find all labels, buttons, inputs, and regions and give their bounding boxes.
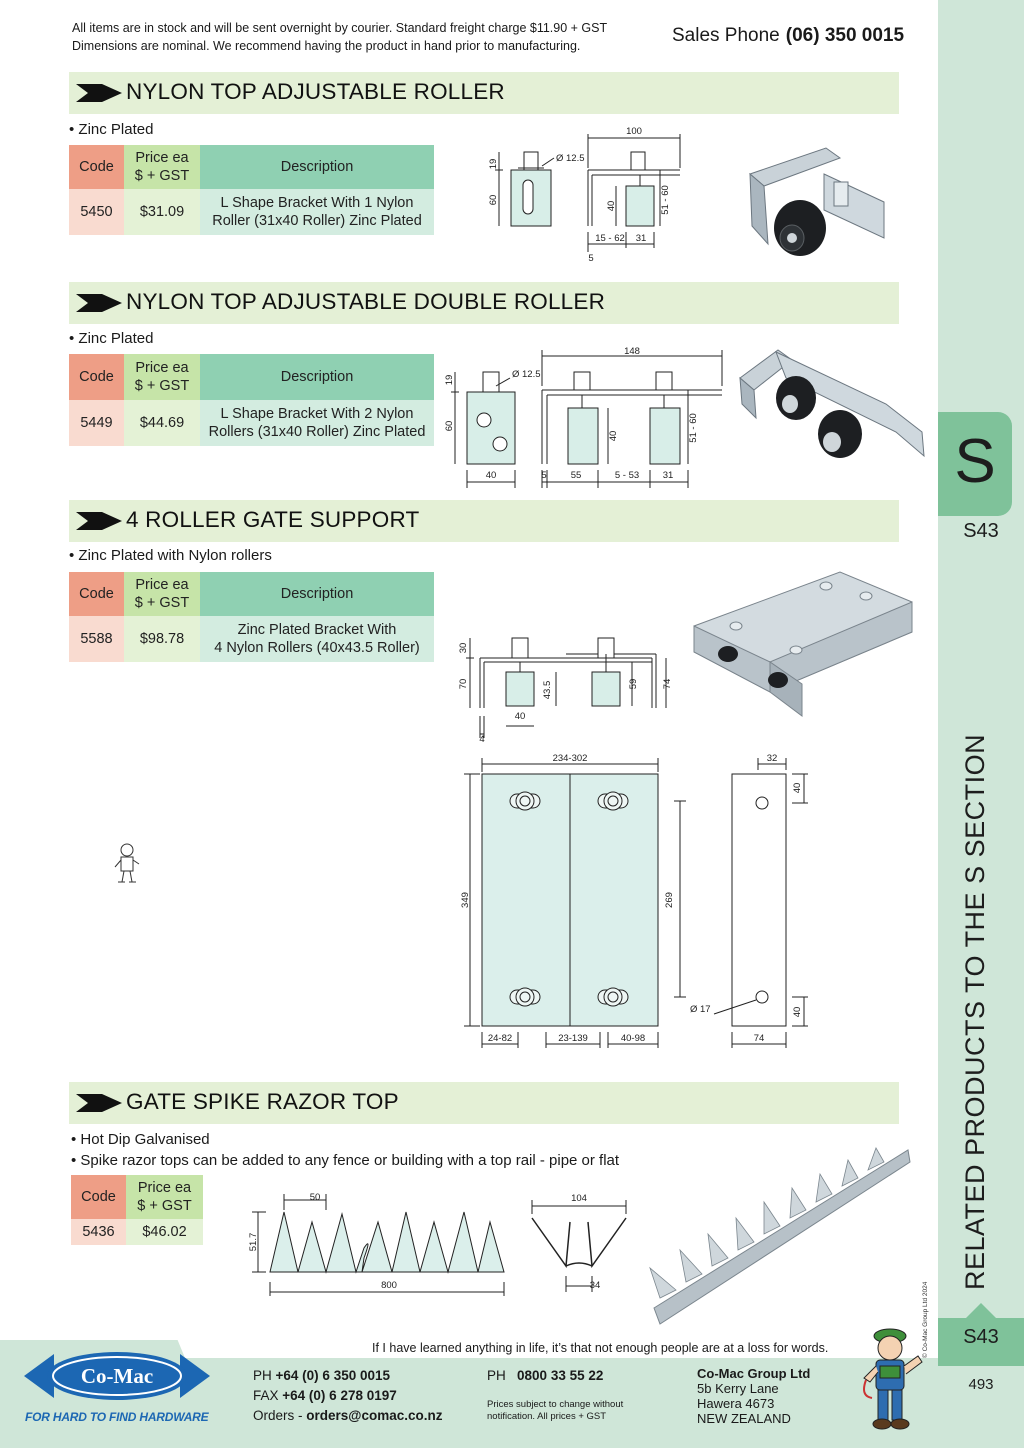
footer-fax: FAX +64 (0) 6 278 0197 — [253, 1388, 397, 1403]
sales-phone-label: Sales Phone — [672, 25, 780, 46]
svg-text:74: 74 — [662, 678, 673, 690]
svg-text:23-139: 23-139 — [558, 1033, 588, 1044]
svg-text:40: 40 — [485, 470, 497, 481]
logo-text: Co-Mac — [80, 1364, 154, 1388]
svg-text:60: 60 — [444, 420, 455, 432]
cell-description: L Shape Bracket With 2 Nylon Rollers (31x40 Roller) Zinc Plated — [200, 400, 434, 446]
cell-code: 5450 — [69, 189, 124, 235]
header-description: Description — [200, 354, 434, 400]
product-table — [69, 145, 434, 235]
svg-text:19: 19 — [444, 374, 455, 386]
svg-text:4: 4 — [479, 734, 485, 745]
svg-text:Ø 17: Ø 17 — [690, 1004, 711, 1015]
footer-quote: If I have learned anything in life, it’s that not enough people are at a loss for words. — [372, 1341, 829, 1355]
svg-text:24-82: 24-82 — [487, 1033, 513, 1044]
svg-text:59: 59 — [628, 678, 639, 690]
technical-drawing — [456, 630, 673, 745]
product-bullet: • Zinc Plated — [69, 330, 154, 347]
svg-text:234-302: 234-302 — [552, 753, 588, 764]
arrow-chevron-icon — [76, 294, 122, 312]
svg-text:Ø 12.5: Ø 12.5 — [556, 153, 585, 164]
technical-drawing — [526, 1188, 636, 1300]
svg-text:5: 5 — [588, 253, 594, 264]
header-code: Code — [71, 1175, 126, 1219]
cell-code: 5449 — [69, 400, 124, 446]
footer-address: Co-Mac Group Ltd 5b Kerry Lane Hawera 4673 NEW ZEALAND — [697, 1366, 811, 1426]
product-photo — [690, 568, 918, 720]
cell-code: 5588 — [69, 616, 124, 662]
product-table — [71, 1175, 203, 1245]
svg-text:51.7: 51.7 — [248, 1232, 259, 1252]
arrow-chevron-icon — [76, 512, 122, 530]
stock-notice — [72, 19, 607, 55]
product-photo — [736, 348, 928, 466]
section-header — [69, 72, 899, 114]
footer-orders: Orders - orders@comac.co.nz — [253, 1408, 443, 1423]
svg-text:70: 70 — [458, 678, 469, 690]
svg-text:32: 32 — [766, 753, 778, 764]
technical-drawing — [456, 748, 816, 1050]
section-title: NYLON TOP ADJUSTABLE ROLLER — [126, 79, 505, 104]
footer-price-note: Prices subject to change without notification. All prices + GST — [487, 1399, 624, 1422]
section-vertical-title: RELATED PRODUCTS TO THE S SECTION — [960, 733, 990, 1290]
notice-line-1: All items are in stock and will be sent overnight by courier. Standard freight charge $11.90 + GST — [72, 21, 608, 35]
svg-text:148: 148 — [624, 346, 640, 357]
svg-text:15 - 62: 15 - 62 — [595, 233, 625, 244]
technical-drawing — [244, 1188, 514, 1300]
header-price: Price ea $ + GST — [124, 145, 200, 189]
product-photo — [744, 146, 892, 264]
footer-freephone: PH 0800 33 55 22 — [487, 1368, 604, 1383]
section-header — [69, 1082, 899, 1124]
cell-price: $44.69 — [124, 400, 200, 446]
footer-tagline: FOR HARD TO FIND HARDWARE — [25, 1410, 209, 1424]
sales-phone-number: (06) 350 0015 — [785, 25, 905, 46]
svg-text:40: 40 — [606, 200, 617, 212]
product-photo — [646, 1148, 912, 1332]
cell-price: $46.02 — [126, 1219, 203, 1245]
svg-text:74: 74 — [753, 1033, 765, 1044]
svg-text:800: 800 — [381, 1280, 397, 1291]
product-table — [69, 354, 434, 446]
svg-text:40: 40 — [514, 711, 526, 722]
header-code: Code — [69, 354, 124, 400]
product-bullet: • Spike razor tops can be added to any fence or building with a top rail - pipe or flat — [71, 1152, 620, 1169]
header-price: Price ea $ + GST — [124, 354, 200, 400]
svg-text:269: 269 — [664, 892, 675, 908]
svg-text:349: 349 — [460, 892, 471, 908]
cell-price: $98.78 — [124, 616, 200, 662]
section-title: 4 ROLLER GATE SUPPORT — [126, 507, 420, 532]
svg-text:60: 60 — [488, 194, 499, 206]
svg-text:5: 5 — [541, 470, 547, 481]
section-header — [69, 282, 899, 324]
arrow-chevron-icon — [76, 84, 122, 102]
header-description: Description — [200, 572, 434, 616]
technical-drawing — [440, 342, 730, 492]
svg-text:40: 40 — [792, 1006, 803, 1018]
product-bullet: • Zinc Plated — [69, 121, 154, 138]
section-letter: S — [954, 427, 996, 496]
cell-description: L Shape Bracket With 1 Nylon Roller (31x40 Roller) Zinc Plated — [200, 189, 434, 235]
svg-text:31: 31 — [635, 233, 647, 244]
technical-drawing — [484, 128, 694, 268]
cell-price: $31.09 — [124, 189, 200, 235]
cell-code: 5436 — [71, 1219, 126, 1245]
footer-phone: PH +64 (0) 6 350 0015 — [253, 1368, 390, 1383]
svg-text:30: 30 — [458, 642, 469, 654]
header-description: Description — [200, 145, 434, 189]
bottom-section-code: S43 — [963, 1326, 999, 1348]
svg-text:40: 40 — [792, 782, 803, 794]
svg-text:55: 55 — [570, 470, 582, 481]
svg-text:43.5: 43.5 — [542, 680, 553, 700]
section-title: NYLON TOP ADJUSTABLE DOUBLE ROLLER — [126, 289, 606, 314]
header-price: Price ea $ + GST — [124, 572, 200, 616]
product-bullet: • Zinc Plated with Nylon rollers — [69, 547, 272, 564]
copyright-note: © Co-Mac Group Ltd 2024 — [922, 1281, 929, 1358]
svg-text:50: 50 — [309, 1192, 321, 1203]
bottom-tab-notch — [966, 1303, 996, 1318]
sales-phone — [672, 25, 904, 47]
svg-text:31: 31 — [662, 470, 674, 481]
svg-text:Ø 12.5: Ø 12.5 — [512, 369, 541, 380]
header-price: Price ea $ + GST — [126, 1175, 203, 1219]
product-bullet: • Hot Dip Galvanised — [71, 1131, 210, 1148]
section-title: GATE SPIKE RAZOR TOP — [126, 1089, 399, 1114]
svg-text:100: 100 — [626, 126, 642, 137]
product-table — [69, 572, 434, 662]
svg-text:40-98: 40-98 — [620, 1033, 646, 1044]
svg-text:104: 104 — [571, 1193, 587, 1204]
svg-text:34: 34 — [589, 1280, 601, 1291]
cell-description: Zinc Plated Bracket With 4 Nylon Rollers (40x43.5 Roller) — [200, 616, 434, 662]
mascot-figure — [860, 1326, 924, 1430]
svg-text:40: 40 — [608, 430, 619, 442]
company-name: Co-Mac Group Ltd — [697, 1366, 811, 1381]
svg-text:19: 19 — [488, 158, 499, 170]
svg-text:5 - 53: 5 - 53 — [614, 470, 640, 481]
mascot-figure — [112, 842, 142, 886]
svg-text:51 - 60: 51 - 60 — [660, 185, 671, 215]
arrow-chevron-icon — [76, 1094, 122, 1112]
header-code: Code — [69, 572, 124, 616]
section-header — [69, 500, 899, 542]
svg-text:51 - 60: 51 - 60 — [688, 413, 699, 443]
section-code: S43 — [963, 520, 999, 542]
page-number: 493 — [968, 1376, 994, 1393]
header-code: Code — [69, 145, 124, 189]
co-mac-logo — [24, 1350, 210, 1402]
notice-line-2: Dimensions are nominal. We recommend having the product in hand prior to manufacturing. — [72, 39, 581, 53]
